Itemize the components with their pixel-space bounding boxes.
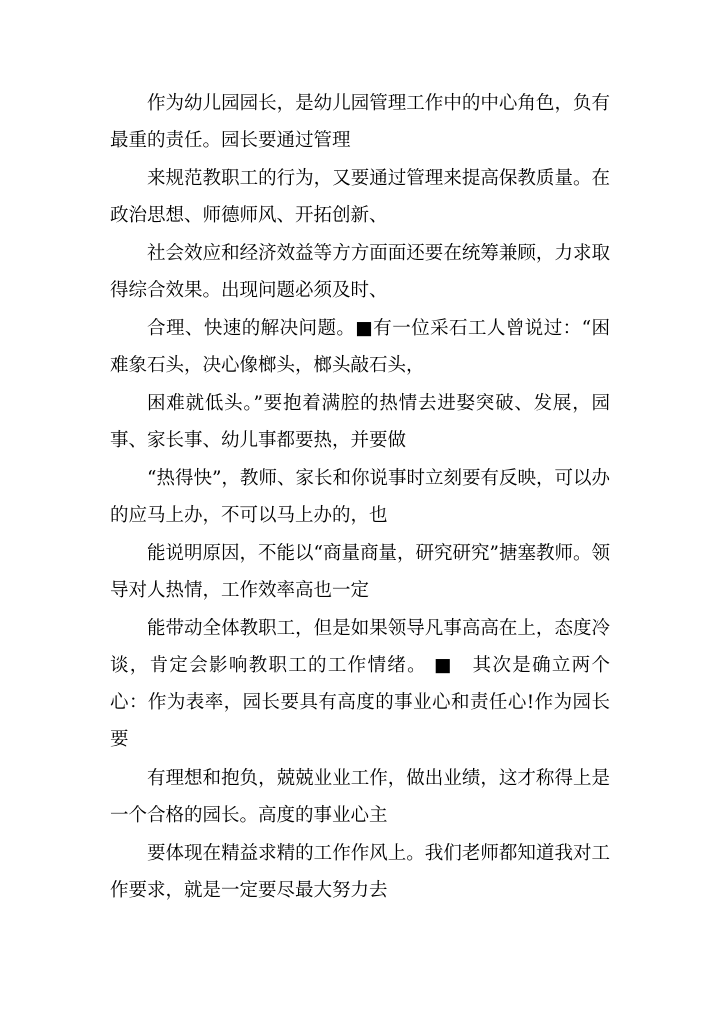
paragraph-4: 合理、快速的解决问题。■有一位采石工人曾说过：“困难象石头，决心像榔头，榔头敲石头， [110, 318, 610, 376]
paragraph-6: “热得快”，教师、家长和你说事时立刻要有反映，可以办的应马上办，不可以马上办的，也 [110, 468, 610, 526]
paragraph-9: 有理想和抱负，兢兢业业工作，做出业绩，这才称得上是一个合格的园长。高度的事业心主 [110, 768, 610, 826]
paragraph-1: 作为幼儿园园长，是幼儿园管理工作中的中心角色，负有最重的责任。园长要通过管理 [110, 93, 610, 151]
paragraph-10: 要体现在精益求精的工作作风上。我们老师都知道我对工作要求，就是一定要尽最大努力去 [110, 843, 610, 901]
paragraph-2: 来规范教职工的行为，又要通过管理来提高保教质量。在政治思想、师德师风、开拓创新、 [110, 168, 610, 226]
paragraph-7: 能说明原因，不能以“商量商量，研究研究”搪塞教师。领导对人热情，工作效率高也一定 [110, 543, 610, 601]
paragraph-3: 社会效应和经济效益等方方面面还要在统筹兼顾，力求取得综合效果。出现问题必须及时、 [110, 243, 610, 301]
paragraph-8: 能带动全体教职工，但是如果领导凡事高高在上，态度冷谈，肯定会影响教职工的工作情绪。 ■ 其次是确立两个心：作为表率，园长要具有高度的事业心和责任心!作为园长要 [110, 618, 610, 750]
paragraph-5: 困难就低头。”要抱着满腔的热情去进娶突破、发展，园事、家长事、幼儿事都要热，并要做 [110, 393, 610, 451]
